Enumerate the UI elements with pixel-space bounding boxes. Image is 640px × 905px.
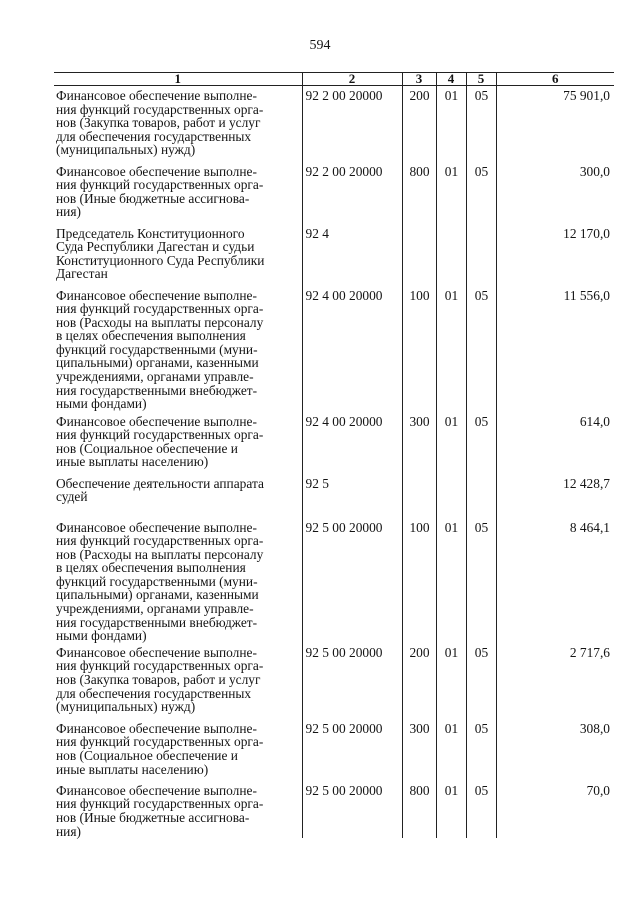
description-line: нов (Социальное обеспечение и (56, 748, 238, 764)
header-col-1: 1 (54, 73, 302, 86)
row-amount: 75 901,0 (496, 86, 614, 162)
table-row (54, 412, 614, 474)
description-line: ципальными) органами, казенными (56, 355, 259, 371)
description-line: Обеспечение деятельности аппарата (56, 475, 264, 491)
row-description (54, 643, 302, 719)
description-line: Финансовое обеспечение выполне- (56, 519, 257, 535)
row-amount: 12 170,0 (496, 224, 614, 286)
description-line: ния функций государственных орга- (56, 533, 264, 549)
row-subsection: 05 (466, 781, 496, 838)
description-line: для обеспечения государственных (56, 128, 252, 144)
row-description (54, 162, 302, 224)
row-amount: 2 717,6 (496, 643, 614, 719)
row-amount: 11 556,0 (496, 286, 614, 412)
row-expense-group (402, 224, 436, 286)
row-target-code: 92 4 00 20000 (302, 286, 402, 412)
row-expense-group (402, 474, 436, 518)
row-subsection: 05 (466, 518, 496, 643)
row-section (436, 224, 466, 286)
table-row (54, 224, 614, 286)
row-section: 01 (436, 86, 466, 162)
row-expense-group: 200 (402, 86, 436, 162)
row-expense-group: 300 (402, 412, 436, 474)
row-expense-group: 100 (402, 518, 436, 643)
row-subsection: 05 (466, 86, 496, 162)
row-target-code: 92 2 00 20000 (302, 162, 402, 224)
description-line: ния функций государственных орга- (56, 301, 264, 317)
table-row (54, 781, 614, 838)
row-description (54, 286, 302, 412)
row-expense-group: 800 (402, 162, 436, 224)
header-col-5: 5 (466, 73, 496, 86)
row-expense-group: 200 (402, 643, 436, 719)
table-row (54, 518, 614, 643)
description-line: нов (Расходы на выплаты персоналу (56, 546, 264, 562)
description-line: нов (Иные бюджетные ассигнова- (56, 810, 250, 826)
description-line: в целях обеспечения выполнения (56, 328, 246, 344)
row-section: 01 (436, 518, 466, 643)
row-section: 01 (436, 781, 466, 838)
table-header (54, 73, 614, 86)
header-col-2: 2 (302, 73, 402, 86)
description-line: ния функций государственных орга- (56, 177, 264, 193)
description-line: Председатель Конституционного (56, 225, 245, 241)
description-line: для обеспечения государственных (56, 685, 252, 701)
row-description (54, 412, 302, 474)
row-description (54, 474, 302, 518)
row-amount: 12 428,7 (496, 474, 614, 518)
budget-table (54, 72, 614, 838)
row-amount: 70,0 (496, 781, 614, 838)
row-subsection: 05 (466, 286, 496, 412)
row-expense-group: 100 (402, 286, 436, 412)
description-line: Суда Республики Дагестан и судьи (56, 239, 255, 255)
row-description (54, 86, 302, 162)
header-row (54, 73, 614, 86)
row-target-code: 92 4 00 20000 (302, 412, 402, 474)
row-subsection: 05 (466, 719, 496, 781)
description-line: Финансовое обеспечение выполне- (56, 782, 257, 798)
table-row (54, 162, 614, 224)
row-subsection (466, 224, 496, 286)
row-amount: 8 464,1 (496, 518, 614, 643)
row-expense-group: 300 (402, 719, 436, 781)
description-line: ными фондами) (56, 628, 147, 644)
table-row (54, 86, 614, 162)
row-section: 01 (436, 162, 466, 224)
header-col-4: 4 (436, 73, 466, 86)
row-description (54, 518, 302, 643)
description-line: ния) (56, 823, 81, 839)
row-subsection: 05 (466, 643, 496, 719)
description-line: иные выплаты населению) (56, 454, 209, 470)
row-target-code: 92 2 00 20000 (302, 86, 402, 162)
table-body (54, 86, 614, 839)
row-subsection: 05 (466, 412, 496, 474)
description-line: иные выплаты населению) (56, 761, 209, 777)
description-line: ния государственными внебюджет- (56, 382, 258, 398)
description-line: Финансовое обеспечение выполне- (56, 163, 257, 179)
description-line: функций государственными (муни- (56, 341, 258, 357)
row-target-code: 92 4 (302, 224, 402, 286)
description-line: ния функций государственных орга- (56, 734, 264, 750)
description-line: Финансовое обеспечение выполне- (56, 287, 257, 303)
row-section: 01 (436, 286, 466, 412)
header-col-3: 3 (402, 73, 436, 86)
description-line: Дагестан (56, 266, 108, 282)
table-row (54, 474, 614, 518)
description-line: нов (Социальное обеспечение и (56, 440, 238, 456)
description-line: нов (Иные бюджетные ассигнова- (56, 190, 250, 206)
description-line: учреждениями, органами управле- (56, 601, 254, 617)
row-amount: 308,0 (496, 719, 614, 781)
table-row (54, 286, 614, 412)
description-line: судей (56, 489, 88, 505)
description-line: ния функций государственных орга- (56, 658, 264, 674)
description-line: ния государственными внебюджет- (56, 614, 258, 630)
row-amount: 300,0 (496, 162, 614, 224)
row-description (54, 781, 302, 838)
description-line: (муниципальных) нужд) (56, 699, 196, 715)
table-row (54, 719, 614, 781)
description-line: Финансовое обеспечение выполне- (56, 88, 257, 103)
row-description (54, 224, 302, 286)
row-subsection: 05 (466, 162, 496, 224)
row-subsection (466, 474, 496, 518)
description-line: ния функций государственных орга- (56, 101, 264, 117)
description-line: ния) (56, 204, 81, 220)
description-line: Конституционного Суда Республики (56, 252, 265, 268)
description-line: нов (Расходы на выплаты персоналу (56, 314, 264, 330)
description-line: Финансовое обеспечение выполне- (56, 413, 257, 429)
row-amount: 614,0 (496, 412, 614, 474)
description-line: ния функций государственных орга- (56, 427, 264, 443)
row-expense-group: 800 (402, 781, 436, 838)
row-section: 01 (436, 719, 466, 781)
description-line: ципальными) органами, казенными (56, 587, 259, 603)
row-section: 01 (436, 412, 466, 474)
page-number: 594 (309, 38, 331, 53)
description-line: учреждениями, органами управле- (56, 369, 254, 385)
header-col-6: 6 (496, 73, 614, 86)
row-target-code: 92 5 00 20000 (302, 781, 402, 838)
description-line: функций государственными (муни- (56, 573, 258, 589)
description-line: Финансовое обеспечение выполне- (56, 720, 257, 736)
row-section: 01 (436, 643, 466, 719)
row-target-code: 92 5 00 20000 (302, 643, 402, 719)
description-line: нов (Закупка товаров, работ и услуг (56, 672, 261, 688)
description-line: ными фондами) (56, 396, 147, 412)
row-target-code: 92 5 (302, 474, 402, 518)
table-row (54, 643, 614, 719)
description-line: (муниципальных) нужд) (56, 142, 196, 158)
description-line: Финансовое обеспечение выполне- (56, 644, 257, 660)
description-line: нов (Закупка товаров, работ и услуг (56, 115, 261, 131)
row-description (54, 719, 302, 781)
description-line: в целях обеспечения выполнения (56, 560, 246, 576)
description-line: ния функций государственных орга- (56, 796, 264, 812)
row-section (436, 474, 466, 518)
row-target-code: 92 5 00 20000 (302, 719, 402, 781)
row-target-code: 92 5 00 20000 (302, 518, 402, 643)
